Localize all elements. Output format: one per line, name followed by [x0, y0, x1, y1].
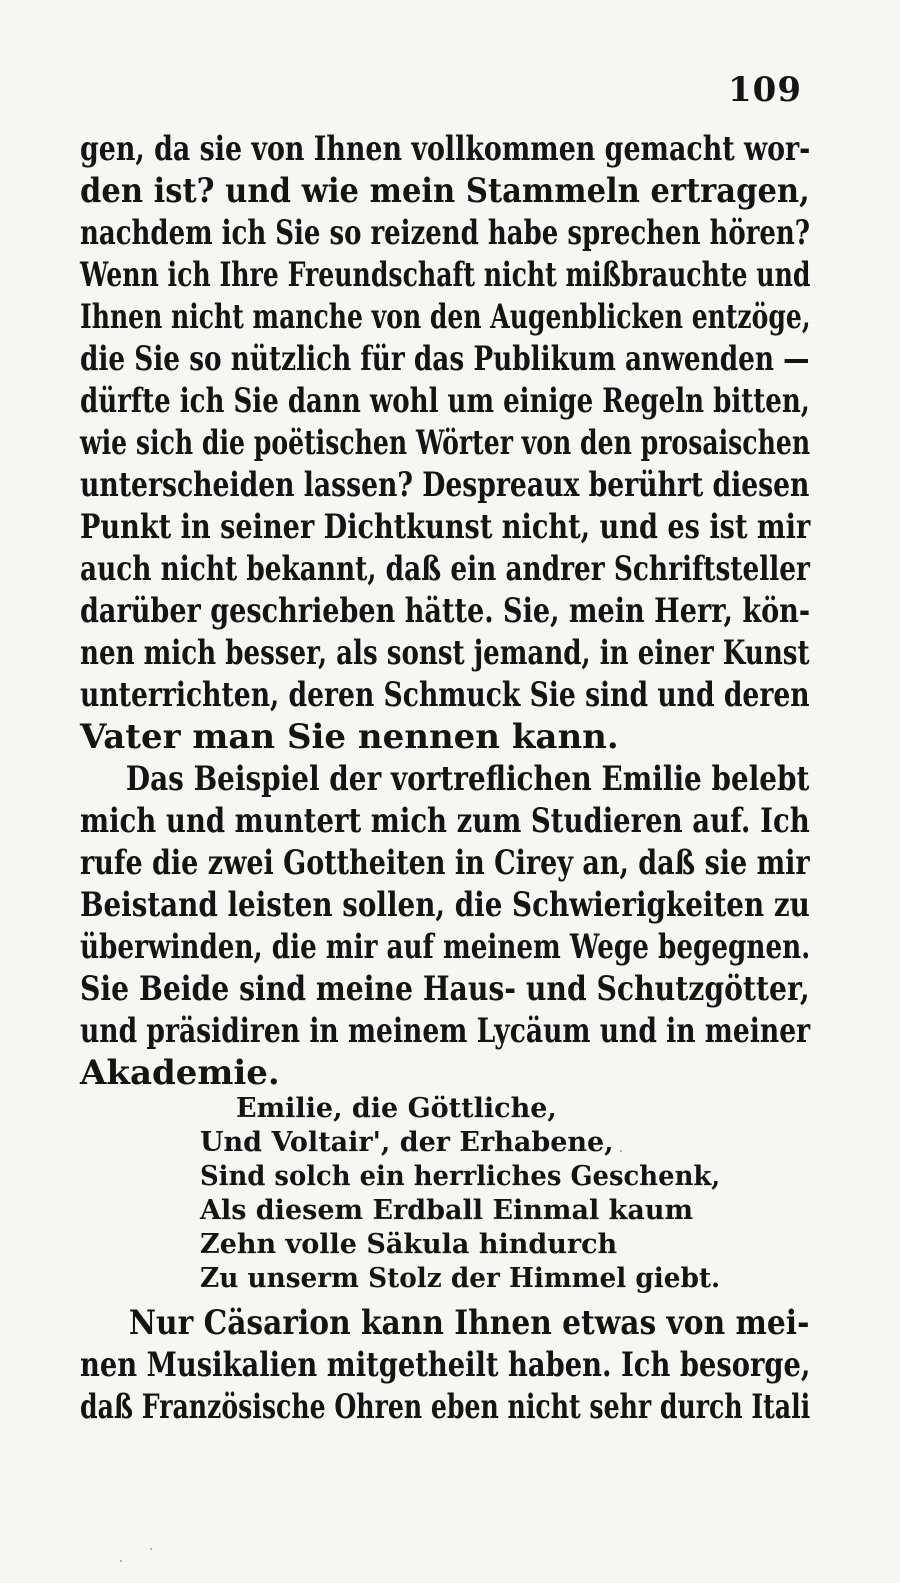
paragraph-2 — [80, 758, 810, 1094]
text-line: überwinden, die mir auf meinem Wege begegnen. — [80, 927, 811, 967]
text-line: unterrichten, deren Schmuck Sie sind und deren — [80, 675, 810, 715]
paper-speck — [620, 1150, 622, 1152]
main-text — [80, 128, 810, 1094]
paragraph-3 — [80, 1302, 810, 1428]
paragraph-1 — [80, 128, 810, 758]
paper-speck — [150, 1548, 152, 1550]
text-line: unterscheiden lassen? Despreaux berührt diesen — [80, 465, 810, 505]
text-line: und präsidiren in meinem Lycäum und in meiner — [80, 1011, 811, 1051]
text-line: Nur Cäsarion kann Ihnen etwas von mei- — [128, 1303, 810, 1343]
text-line: dürfte ich Sie dann wohl um einige Regeln bitten, — [80, 381, 810, 421]
text-line: nen Musikalien mitgetheilt haben. Ich besorge, — [80, 1345, 811, 1385]
text-line: Das Beispiel der vortreflichen Emilie belebt — [125, 759, 810, 799]
text-line: darüber geschrieben hätte. Sie, mein Herr, kön- — [80, 591, 811, 631]
poem-line: Emilie, die Göttliche, — [236, 1093, 557, 1124]
poem-line: Zu unserm Stolz der Himmel giebt. — [200, 1263, 721, 1294]
page-number: 109 — [728, 70, 802, 110]
text-line: gen, da sie von Ihnen vollkommen gemacht wor- — [80, 129, 811, 169]
text-line: daß Französische Ohren eben nicht sehr durch Itali — [80, 1387, 811, 1427]
text-line: auch nicht bekannt, daß ein andrer Schriftsteller — [80, 549, 810, 589]
text-line: mich und muntert mich zum Studieren auf. Ich — [80, 801, 810, 841]
text-line: Wenn ich Ihre Freundschaft nicht mißbrauchte und — [80, 255, 811, 295]
text-line: die Sie so nützlich für das Publikum anwenden — — [80, 339, 810, 379]
text-line: den ist? und wie mein Stammeln ertragen, — [80, 171, 810, 211]
text-line: rufe die zwei Gottheiten in Cirey an, daß sie mir — [80, 843, 810, 883]
text-line: Akademie. — [80, 1053, 280, 1093]
poem — [200, 1092, 720, 1296]
text-line: nachdem ich Sie so reizend habe sprechen hören? — [80, 213, 811, 253]
text-line: Sie Beide sind meine Haus- und Schutzgötter, — [80, 969, 810, 1009]
paper-speck — [120, 1560, 122, 1562]
text-line: Beistand leisten sollen, die Schwierigkeiten zu — [80, 885, 810, 925]
poem-line: Sind solch ein herrliches Geschenk, — [200, 1161, 721, 1192]
text-line: Punkt in seiner Dichtkunst nicht, und es ist mir — [80, 507, 811, 547]
text-line: Vater man Sie nennen kann. — [80, 717, 619, 757]
text-line: wie sich die poëtischen Wörter von den prosaischen — [80, 423, 811, 463]
text-line: nen mich besser, als sonst jemand, in einer Kunst — [80, 633, 810, 673]
poem-line: Als diesem Erdball Einmal kaum — [200, 1195, 694, 1226]
poem-line: Zehn volle Säkula hindurch — [200, 1229, 618, 1260]
text-line: Ihnen nicht manche von den Augenblicken entzöge, — [80, 297, 811, 337]
poem-line: Und Voltair', der Erhabene, — [200, 1127, 614, 1158]
